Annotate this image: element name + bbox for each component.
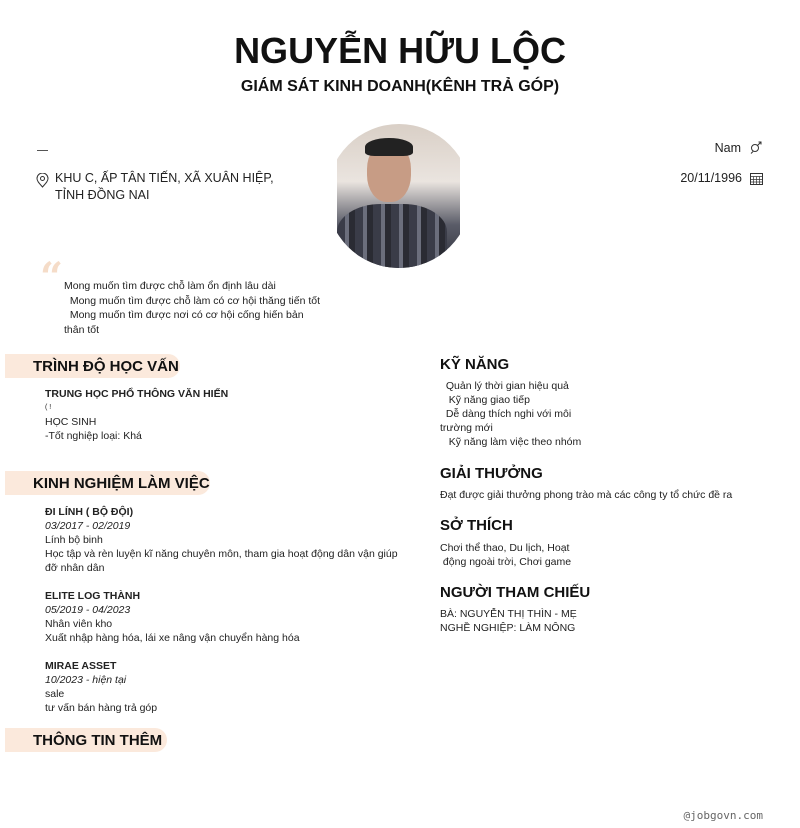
hobbies-text: Chơi thể thao, Du lịch, Hoạt động ngoài trời, Chơi game — [440, 542, 572, 568]
experience-item — [45, 589, 410, 645]
candidate-name: NGUYỄN HỮU LỘC — [234, 30, 566, 71]
avatar — [337, 124, 460, 268]
experience-heading: KINH NGHIỆM LÀM VIỆC — [5, 471, 210, 495]
education-item — [45, 387, 410, 443]
education-note: -Tốt nghiệp loại: Khá — [45, 430, 142, 442]
company: ELITE LOG THÀNH — [45, 590, 141, 602]
period: 10/2023 - hiện tại — [45, 674, 127, 686]
position: sale — [45, 688, 65, 700]
job-title: GIÁM SÁT KINH DOANH(KÊNH TRẢ GÓP) — [240, 78, 560, 95]
company: ĐI LÍNH ( BỘ ĐỘI) — [45, 506, 134, 518]
watermark: @jobgovn.com — [683, 809, 763, 822]
school-name: TRUNG HỌC PHỔ THÔNG VĂN HIẾN — [45, 388, 229, 400]
company: MIRAE ASSET — [45, 660, 117, 672]
gender-icon — [749, 141, 763, 155]
extra-info-heading: THÔNG TIN THÊM — [5, 728, 167, 752]
references-text: BÀ: NGUYỄN THỊ THÌN - MẸ NGHỀ NGHIỆP: LÀM NÔNG — [440, 608, 577, 634]
date-of-birth — [680, 171, 763, 185]
dob-text: 20/11/1996 — [680, 171, 742, 185]
gender-text: Nam — [714, 141, 741, 155]
position: Lính bộ binh — [45, 534, 103, 546]
divider — [37, 150, 48, 151]
gender — [715, 141, 763, 155]
description: tư vấn bán hàng trả góp — [45, 702, 158, 714]
skills-heading: KỸ NĂNG — [440, 356, 510, 373]
period: 03/2017 - 02/2019 — [45, 520, 131, 532]
position: Nhân viên kho — [45, 618, 113, 630]
references-heading: NGƯỜI THAM CHIẾU — [440, 584, 591, 601]
awards-text: Đạt được giải thưởng phong trào mà các công ty tổ chức đề ra — [440, 489, 733, 501]
hobbies-heading: SỞ THÍCH — [440, 517, 513, 534]
education-period: ( ! — [45, 404, 52, 411]
period: 05/2019 - 04/2023 — [45, 604, 131, 616]
address-text: KHU C, ẤP TÂN TIẾN, XÃ XUÂN HIỆP, TỈNH ĐỒNG NAI — [55, 171, 274, 202]
education-heading: TRÌNH ĐỘ HỌC VẤN — [5, 354, 180, 378]
experience-item — [45, 659, 410, 715]
experience-item — [45, 505, 410, 575]
education-role: HỌC SINH — [45, 416, 97, 428]
skills-text: Quản lý thời gian hiệu quả Kỹ năng giao tiếp Dễ dàng thích nghi với môi trường mới Kỹ năng làm việc theo nhóm — [440, 380, 582, 448]
address — [36, 170, 296, 204]
location-pin-icon — [36, 173, 49, 188]
career-objective: Mong muốn tìm được chỗ làm ổn định lâu dài Mong muốn tìm được chỗ làm có cơ hội thăng tiến tốt Mong muốn tìm được nơi có cơ hội cống hiến bản thân tốt — [64, 280, 321, 336]
calendar-icon — [750, 172, 763, 185]
description: Xuất nhập hàng hóa, lái xe nâng vận chuyển hàng hóa — [45, 632, 300, 644]
description: Học tập và rèn luyện kĩ năng chuyên môn, tham gia hoạt động dân vận giúp đỡ nhân dân — [45, 548, 398, 574]
awards-heading: GIẢI THƯỞNG — [440, 465, 543, 482]
quote-icon: “ — [40, 254, 64, 301]
